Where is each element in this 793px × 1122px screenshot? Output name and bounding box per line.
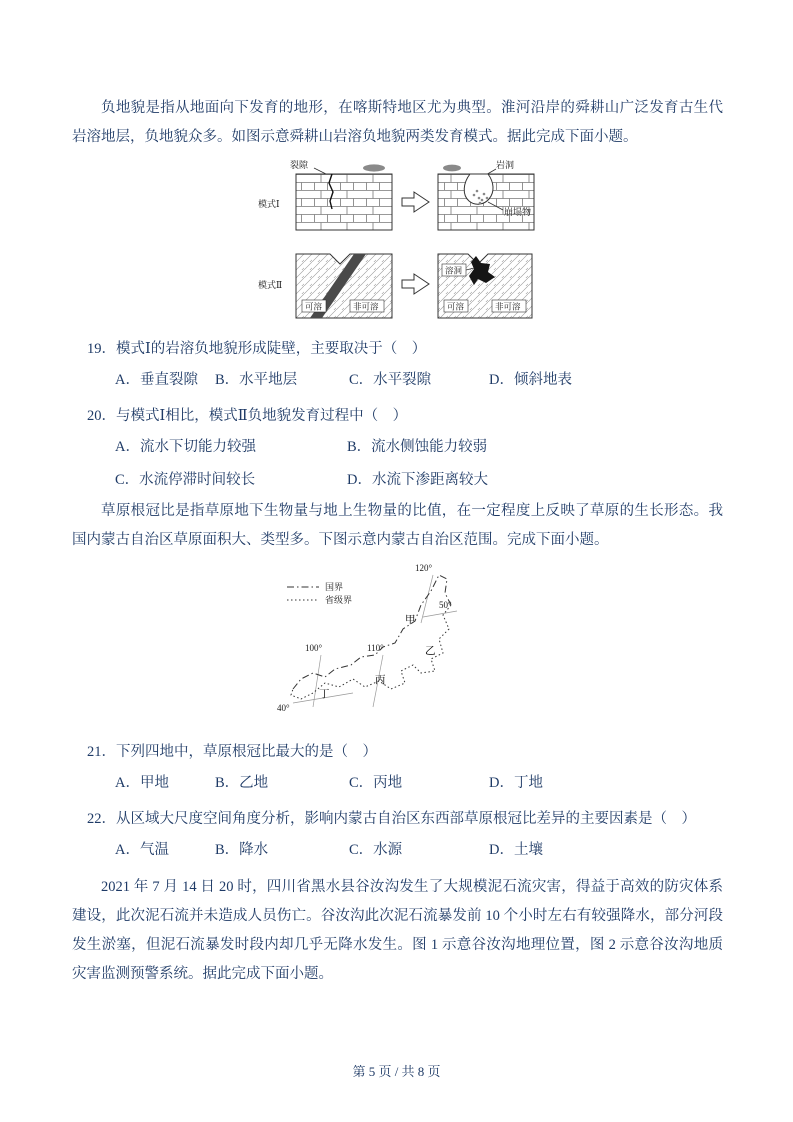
- option-21-a: A．甲地: [115, 775, 169, 791]
- mode1-before-block: [296, 174, 392, 230]
- page-footer: 第 5 页 / 共 8 页: [352, 1064, 441, 1079]
- option-21-c: C．丙地: [349, 775, 403, 791]
- vegetation-blob-icon: [443, 165, 461, 172]
- karstcave-label-box: [442, 264, 466, 276]
- option-22-a: A．气温: [115, 842, 169, 858]
- karst-figure: [72, 158, 723, 330]
- point-jia-label: 甲: [404, 615, 415, 626]
- option-20-c: C．水流停滞时间较长: [115, 472, 256, 488]
- option-19-d: D．倾斜地表: [489, 372, 572, 388]
- inner-mongolia-map: [273, 561, 523, 733]
- mode1-arrow-icon: [402, 192, 429, 212]
- karst-mode1: [258, 159, 534, 230]
- insoluble2-label-box: [492, 300, 526, 312]
- map-legend: [287, 582, 352, 605]
- option-20-d: D．水流下渗距离较大: [347, 472, 488, 488]
- map-figure: [72, 561, 723, 733]
- cave-opening: [464, 174, 493, 204]
- cave-label: 岩洞: [495, 160, 514, 170]
- fissure-label: 裂隙: [289, 160, 308, 170]
- legend-national-label: 国界: [324, 582, 343, 592]
- question-20-text: 20．与模式Ⅰ相比，模式Ⅱ负地貌发育过程中（ ）: [87, 408, 408, 424]
- question-19-options: [87, 364, 723, 397]
- soluble2-label-box: [444, 300, 468, 312]
- intro-paragraph-grassland: 草原根冠比是指草原地下生物量与地上生物量的比值，在一定程度上反映了草原的生长形态。我国内蒙古自治区草原面积大、类型多。下图示意内蒙古自治区范围。完成下面小题。: [72, 503, 723, 548]
- option-22-b: B．降水: [215, 842, 269, 858]
- question-19-text: 19．模式Ⅰ的岩溶负地貌形成陡壁，主要取决于（ ）: [87, 341, 427, 357]
- mode2-arrow-icon: [402, 274, 429, 294]
- option-21-b: B．乙地: [215, 775, 269, 791]
- svg-text:溶洞: 溶洞: [444, 265, 462, 276]
- lon-120-label: 120°: [414, 563, 432, 573]
- question-22: [72, 804, 723, 867]
- option-20-b: B．流水侧蚀能力较弱: [347, 439, 488, 455]
- mode1-label: 模式Ⅰ: [257, 199, 280, 209]
- mode2-label: 模式Ⅱ: [257, 280, 282, 290]
- question-22-options: [87, 834, 723, 867]
- legend-provincial-label: 省级界: [324, 595, 352, 605]
- option-22-c: C．水源: [349, 842, 403, 858]
- option-19-a: A．垂直裂隙: [115, 372, 198, 388]
- point-bing-label: 丙: [374, 675, 385, 686]
- lat-40-label: 40°: [276, 703, 290, 713]
- point-ding-label: 丁: [318, 689, 329, 700]
- vegetation-blob-icon: [363, 164, 385, 171]
- question-21: [72, 737, 723, 800]
- option-22-d: D．土壤: [489, 842, 543, 858]
- question-19: [72, 334, 723, 397]
- graticule-lines: [293, 575, 457, 707]
- svg-text:非可溶: 非可溶: [494, 301, 521, 312]
- lat-50-label: 50°: [438, 600, 452, 610]
- svg-text:可溶: 可溶: [446, 301, 464, 312]
- option-19-b: B．水平地层: [215, 372, 298, 388]
- svg-text:可溶: 可溶: [304, 301, 322, 312]
- national-border: [293, 575, 451, 689]
- soluble-label-box: [302, 300, 326, 312]
- debris-label: 崩塌物: [503, 207, 531, 217]
- option-20-a: A．流水下切能力较强: [115, 439, 256, 455]
- question-21-text: 21．下列四地中，草原根冠比最大的是（ ）: [87, 744, 377, 760]
- question-21-options: [87, 767, 723, 800]
- intro-paragraph-karst: 负地貌是指从地面向下发育的地形，在喀斯特地区尤为典型。淮河沿岸的舜耕山广泛发育古生代岩溶地层，负地貌众多。如图示意舜耕山岩溶负地貌两类发育模式。据此完成下面小题。: [72, 100, 723, 145]
- karst-diagram: [256, 158, 540, 330]
- lon-110-label: 110°: [366, 643, 384, 653]
- option-19-c: C．水平裂隙: [349, 372, 432, 388]
- question-20: [72, 401, 723, 497]
- intro-paragraph-mudflow: 2021 年 7 月 14 日 20 时，四川省黑水县谷汝沟发生了大规模泥石流灾害，得益于高效的防灾体系建设，此次泥石流并未造成人员伤亡。谷汝沟此次泥石流暴发前 10 个小时左右有较强降水，部分河段发生淤塞，但泥石流暴发时段内却几乎无降水发生。图 1 示意谷汝沟地理位置，图 2 示意谷汝沟地质灾害监测预警系统。据此完成下面小题。: [72, 879, 723, 982]
- option-21-d: D．丁地: [489, 775, 543, 791]
- question-20-options: [87, 431, 723, 497]
- point-yi-label: 乙: [424, 646, 435, 657]
- insoluble-label-box: [350, 300, 384, 312]
- lon-100-label: 100°: [304, 643, 322, 653]
- svg-text:非可溶: 非可溶: [352, 301, 379, 312]
- question-22-text: 22．从区域大尺度空间角度分析，影响内蒙古自治区东西部草原根冠比差异的主要因素是（ ）: [87, 811, 696, 827]
- karst-mode2: [258, 254, 532, 318]
